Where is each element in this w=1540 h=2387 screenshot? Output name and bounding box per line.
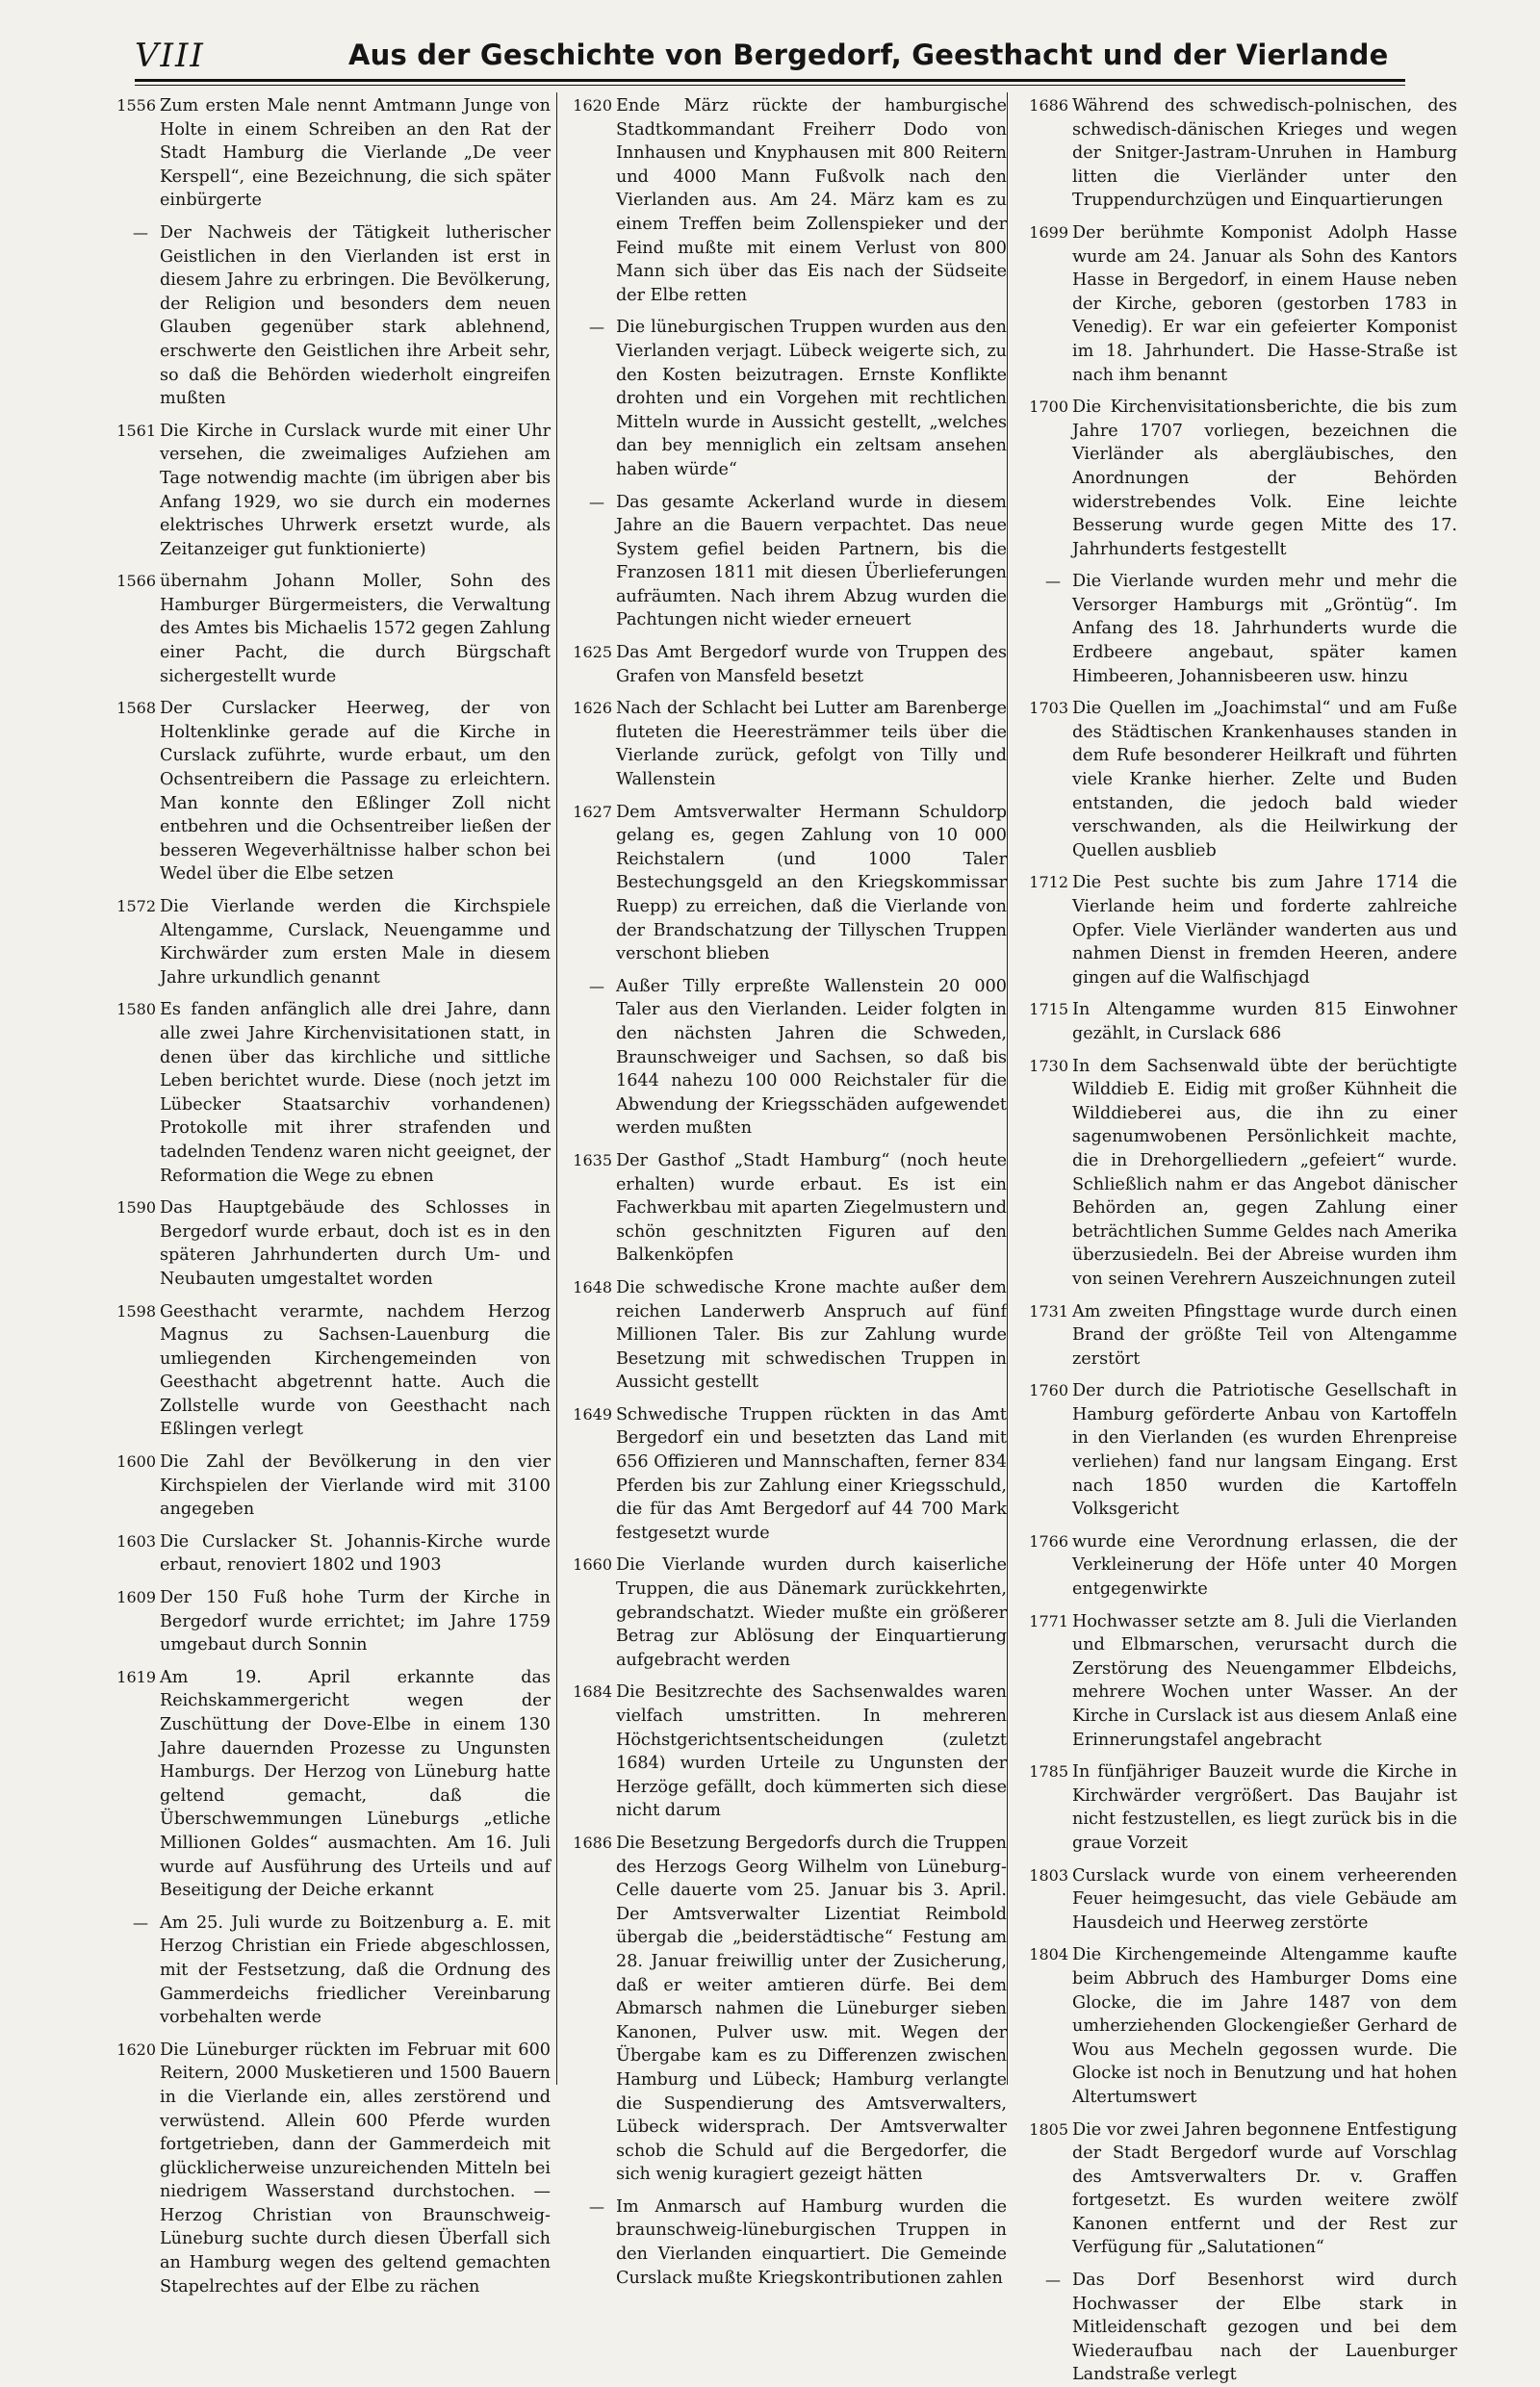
entry-year: 1700	[1029, 398, 1068, 417]
entry-text: Die vor zwei Jahren begonnene Entfestigung der Stadt Bergedorf wurde auf Vorschlag des Amtsverwalters Dr. v. Graffen fortgesetzt. Es wurden weitere zwölf Kanonen entfernt und der Rest zur Verfügung für „Salutationen“	[1072, 2119, 1457, 2258]
entry-text: Am zweiten Pfingsttage wurde durch einen Brand der größte Teil von Altengamme zerstört	[1072, 1301, 1457, 1369]
entry-text: Außer Tilly erpreßte Wallenstein 20 000 Taler aus den Vierlanden. Leider folgten in den nächsten Jahren die Schweden, Braunschweiger und Sachsen, so daß bis 1644 nahezu 100 000 Reichstaler für die Abwendung der Kriegsschäden aufgewendet werden mußten	[616, 976, 1007, 1139]
chronicle-entry	[556, 1832, 1007, 2187]
continuation-dash: —	[133, 1912, 148, 1932]
entry-text: Im Anmarsch auf Hamburg wurden die braunschweig-lüneburgischen Truppen in den Vierlanden einquartiert. Die Gemeinde Curslack mußte Kriegskontributionen zahlen	[616, 2196, 1007, 2288]
entry-text: wurde eine Verordnung erlassen, die der Verkleinerung der Höfe unter 40 Morgen entgegenwirkte	[1072, 1531, 1457, 1600]
chronicle-entry	[556, 1276, 1007, 1395]
entry-year: 1627	[573, 802, 612, 821]
entry-text: Nach der Schlacht bei Lutter am Barenberge fluteten die Heeresträmmer teils über die Vierlande zurück, gefolgt von Tilly und Wallenstein	[616, 699, 1007, 790]
entry-text: Die Kirchenvisitationsberichte, die bis zum Jahre 1707 vorliegen, bezeichnen die Vierländer als abergläubisches, den Anordnungen der Behörden widerstrebendes Volk. Eine leichte Besserung wurde gegen Mitte des 17. Jahrhunderts festgestellt	[1072, 398, 1457, 559]
entry-text: Der Gasthof „Stadt Hamburg“ (noch heute erhalten) wurde erbaut. Es ist ein Fachwerkbau mit aparten Ziegelmustern und schön geschnitzten Figuren auf den Balkenköpfen	[616, 1150, 1007, 1266]
entry-year: 1609	[116, 1588, 156, 1607]
entry-text: Die Zahl der Bevölkerung in den vier Kirchspielen der Vierlande wird mit 3100 angegeben	[160, 1452, 551, 1520]
entry-year: 1625	[573, 643, 612, 662]
entry-text: Der Curslacker Heerweg, der von Holtenklinke gerade auf die Kirche in Curslack zuführte, wurde erbaut, um den Ochsentreibern die Passage zu erleichtern. Man konnte den Eßlinger Zoll nicht entbehren und die Ochsentreiber ließen der besseren Wegeverhältnisse halber schon bei Wedel über die Elbe setzen	[160, 699, 551, 885]
continuation-dash: —	[589, 492, 604, 511]
chronicle-entry	[1013, 1530, 1457, 1602]
continuation-dash: —	[589, 976, 604, 995]
entry-text: Geesthacht verarmte, nachdem Herzog Magnus zu Sachsen-Lauenburg die umliegenden Kirchengemeinden von Geesthacht abgetrennt hatte. Auch die Zollstelle wurde von Geesthacht nach Eßlingen verlegt	[160, 1301, 551, 1440]
entry-text: Zum ersten Male nennt Amtmann Junge von Holte in einem Schreiben an den Rat der Stadt Hamburg die Vierlande „De veer Kerspell“, eine Bezeichnung, die sich später einbürgerte	[160, 96, 551, 211]
chronicle-entry	[1013, 697, 1457, 862]
entry-year: 1619	[116, 1667, 156, 1686]
entry-text: Die Quellen im „Joachimstal“ und am Fuße des Städtischen Krankenhauses standen in dem Rufe besonderer Heilkraft und führten viele Kranke hierher. Zelte und Buden entstanden, die jedoch bald wieder verschwanden, als die Heilwirkung der Quellen ausblieb	[1072, 699, 1457, 860]
entry-year: 1598	[116, 1301, 156, 1321]
entry-text: Dem Amtsverwalter Hermann Schuldorp gelang es, gegen Zahlung von 10 000 Reichstalern (und 1000 Taler Bestechungsgeld an den Kriegskommissar Ruepp) zu erreichen, daß die Vierlande von der Brandschatzung der Tillyschen Truppen verschont blieben	[616, 802, 1007, 964]
entry-year: 1730	[1029, 1056, 1068, 1075]
chronicle-entry	[1013, 2118, 1457, 2261]
entry-text: In Altengamme wurden 815 Einwohner gezählt, in Curslack 686	[1072, 1000, 1457, 1043]
entry-text: Das gesamte Ackerland wurde in diesem Jahre an die Bauern verpachtet. Das neue System gefiel beiden Partnern, bis die Franzosen 1811 mit diesen Überlieferungen aufräumten. Nach ihrem Abzug wurden die Pachtungen nicht wieder erneuert	[616, 492, 1007, 630]
chronicle-entry	[1013, 1760, 1457, 1855]
chronicle-entry	[556, 94, 1007, 307]
entry-text: In dem Sachsenwald übte der berüchtigte Wilddieb E. Eidig mit großer Kühnheit die Wilddieberei aus, die ihn zu einer sagenumwobenen Persönlichkeit machte, die in Drehorgelliedern „gefeiert“ wurde. Schließlich nahm er das Angebot dänischer Behörden an, gegen Zahlung einer beträchtlichen Summe Geldes nach Amerika überzusiedeln. Bei der Abreise wurden ihm von seinen Verehrern Auszeichnungen zuteil	[1072, 1056, 1457, 1289]
entry-year: 1785	[1029, 1762, 1068, 1782]
chronicle-entry	[100, 998, 551, 1188]
entry-year: 1684	[573, 1682, 612, 1702]
entry-year: 1766	[1029, 1531, 1068, 1551]
chronicle-entry	[100, 1196, 551, 1291]
entry-year: 1703	[1029, 699, 1068, 718]
entry-year: 1620	[116, 2040, 156, 2059]
chronicle-entry	[1013, 1943, 1457, 2109]
entry-text: Der durch die Patriotische Gesellschaft in Hamburg geförderte Anbau von Kartoffeln in den Vierlanden (es wurden Ehrenpreise verliehen) fand nur langsam Eingang. Erst nach 1850 wurden die Kartoffeln Volksgericht	[1072, 1381, 1457, 1520]
continuation-dash: —	[133, 222, 148, 242]
entry-text: Die Vierlande wurden mehr und mehr die Versorger Hamburgs mit „Gröntüg“. Im Anfang des 18. Jahrhunderts wurde die Erdbeere angebaut, später kamen Himbeeren, Johannisbeeren usw. hinzu	[1072, 572, 1457, 686]
entry-text: Es fanden anfänglich alle drei Jahre, dann alle zwei Jahre Kirchenvisitationen statt, in denen über das kirchliche und sittliche Leben berichtet wurde. Diese (noch jetzt im Lübecker Staatsarchiv vorhandenen) Protokolle mit ihrer strafenden und tadelnden Tendenz waren nicht geeignet, der Reformation die Wege zu ebnen	[160, 1000, 551, 1186]
header-rule-thin	[135, 85, 1405, 86]
entry-text: Die Kirche in Curslack wurde mit einer Uhr versehen, die zweimaliges Aufziehen am Tage notwendig machte (im übrigen aber bis Anfang 1929, wo sie durch ein modernes elektrisches Uhrwerk ersetzt wurde, als Zeitanzeiger gut funktionierte)	[160, 421, 551, 559]
column-right	[1013, 94, 1457, 2385]
entry-text: Das Amt Bergedorf wurde von Truppen des Grafen von Mansfeld besetzt	[616, 643, 1007, 686]
chronicle-entry	[1013, 998, 1457, 1045]
entry-text: übernahm Johann Moller, Sohn des Hamburger Bürgermeisters, die Verwaltung des Amtes bis Michaelis 1572 gegen Zahlung einer Pacht, die durch Bürgschaft sichergestellt wurde	[160, 572, 551, 686]
continuation-dash: —	[589, 2196, 604, 2216]
continuation-dash: —	[589, 318, 604, 337]
entry-text: Ende März rückte der hamburgische Stadtkommandant Freiherr Dodo von Innhausen und Knyphausen mit 800 Reitern und 4000 Mann Fußvolk nach den Vierlanden aus. Am 24. März kam es zu einem Treffen beim Zollenspieker und der Feind mußte mit einem Verlust von 800 Mann sich über das Eis nach der Südseite der Elbe retten	[616, 96, 1007, 305]
entry-text: Am 19. April erkannte das Reichskammergericht wegen der Zuschüttung der Dove-Elbe in einem 130 Jahre dauernden Prozesse zu Ungunsten Hamburgs. Der Herzog von Lüneburg hatte geltend gemacht, daß die Überschwemmungen Lüneburgs „etliche Millionen Goldes“ ausmachten. Am 16. Juli wurde auf Ausführung des Urteils und auf Beseitigung der Deiche erkannt	[160, 1667, 551, 1901]
entry-year: 1566	[116, 572, 156, 591]
entry-year: 1556	[116, 96, 156, 115]
entry-text: Die schwedische Krone machte außer dem reichen Landerwerb Anspruch auf fünf Millionen Taler. Bis zur Zahlung wurde Besetzung mit schwedischen Truppen in Aussicht gestellt	[616, 1277, 1007, 1393]
chronicle-entry	[1013, 2269, 1457, 2387]
entry-year: 1649	[573, 1404, 612, 1424]
entry-year: 1805	[1029, 2119, 1068, 2139]
entry-text: Die Besetzung Bergedorfs durch die Truppen des Herzogs Georg Wilhelm von Lüneburg-Celle dauerte vom 25. Januar bis 3. April. Der Amtsverwalter Lizentiat Reimbold übergab die „beiderstädtische“ Festung am 28. Januar freiwillig unter der Zusicherung, daß er weiter amtieren dürfe. Bei dem Abmarsch nahmen die Lüneburger sieben Kanonen, Pulver usw. mit. Wegen der Übergabe kam es zu Differenzen zwischen Hamburg und Lübeck; Hamburg verlangte die Suspendierung des Amtsverwalters, Lübeck widersprach. Der Amtsverwalter schob die Schuld auf die Bergedorfer, die sich wenig kuragiert gezeigt hätten	[616, 1833, 1007, 2185]
entry-year: 1600	[116, 1452, 156, 1472]
chronicle-entry	[100, 221, 551, 411]
chronicle-entry	[556, 1403, 1007, 1546]
entry-text: Die lüneburgischen Truppen wurden aus den Vierlanden verjagt. Lübeck weigerte sich, zu den Kosten beizutragen. Ernste Konflikte drohten und ein Vorgehen mit rechtlichen Mitteln wurde in Aussicht gestellt, „welches dan bey menniglich ein zeltsam ansehen haben würde“	[616, 318, 1007, 479]
header-rule	[135, 79, 1405, 82]
continuation-dash: —	[1045, 2271, 1061, 2290]
chronicle-entry	[556, 1553, 1007, 1672]
chronicle-entry	[1013, 1864, 1457, 1936]
page-title: Aus der Geschichte von Bergedorf, Geesthacht und der Vierlande	[348, 38, 1389, 71]
chronicle-entry	[100, 1912, 551, 2030]
entry-year: 1771	[1029, 1611, 1068, 1630]
chronicle-entry	[1013, 221, 1457, 387]
chronicle-entry	[100, 1586, 551, 1657]
entry-year: 1572	[116, 897, 156, 915]
chronicle-entry	[100, 1530, 551, 1578]
chronicle-entry	[100, 895, 551, 989]
page-number: VIII	[135, 37, 205, 75]
chronicle-entry	[1013, 1055, 1457, 1292]
chronicle-entry	[100, 2039, 551, 2299]
entry-year: 1803	[1029, 1865, 1068, 1885]
chronicle-entry	[100, 570, 551, 688]
chronicle-entry	[1013, 94, 1457, 213]
entry-text: In fünfjähriger Bauzeit wurde die Kirche in Kirchwärder vergrößert. Das Baujahr ist nicht festzustellen, es liegt zurück bis in die graue Vorzeit	[1072, 1762, 1457, 1853]
entry-text: Am 25. Juli wurde zu Boitzenburg a. E. mit Herzog Christian ein Friede abgeschlossen, mit der Festsetzung, daß die Ordnung des Gammerdeichs friedlicher Vereinbarung vorbehalten werde	[160, 1912, 551, 2028]
chronicle-entry	[1013, 871, 1457, 989]
entry-year: 1620	[573, 96, 612, 115]
entry-year: 1715	[1029, 1000, 1068, 1019]
entry-year: 1561	[116, 421, 156, 440]
entry-text: Die Vierlande werden die Kirchspiele Altengamme, Curslack, Neuengamme und Kirchwärder zum ersten Male in diesem Jahre urkundlich genannt	[160, 897, 551, 988]
chronicle-entry	[100, 94, 551, 213]
chronicle-entry	[556, 641, 1007, 688]
entry-text: Die Pest suchte bis zum Jahre 1714 die Vierlande heim und forderte zahlreiche Opfer. Viele Vierländer wanderten aus und nahmen Dienst in fremden Heeren, andere gingen auf die Walfischjagd	[1072, 873, 1457, 988]
entry-year: 1699	[1029, 222, 1068, 242]
chronicle-entry	[556, 1681, 1007, 1823]
entry-year: 1580	[116, 1000, 156, 1019]
entry-year: 1626	[573, 699, 612, 718]
entry-year: 1660	[573, 1555, 612, 1575]
entry-year: 1686	[573, 1833, 612, 1852]
entry-text: Curslack wurde von einem verheerenden Feuer heimgesucht, das viele Gebäude am Hausdeich und Heerweg zerstörte	[1072, 1865, 1457, 1933]
chronicle-entry	[556, 2195, 1007, 2290]
entry-year: 1760	[1029, 1381, 1068, 1400]
page-header	[135, 37, 1401, 79]
chronicle-entry	[1013, 1379, 1457, 1522]
chronicle-entry	[1013, 396, 1457, 561]
entry-year: 1731	[1029, 1301, 1068, 1321]
entry-year: 1804	[1029, 1945, 1068, 1964]
entry-text: Der Nachweis der Tätigkeit lutherischer Geistlichen in den Vierlanden ist erst in diesem Jahre zu erbringen. Die Bevölkerung, der Religion und besonders dem neuen Glauben gegenüber stark ablehnend, erschwerte den Geistlichen ihre Arbeit sehr, so daß die Behörden wiederholt eingreifen mußten	[160, 222, 551, 409]
chronicle-entry	[1013, 570, 1457, 688]
entry-year: 1590	[116, 1198, 156, 1218]
chronicle-entry	[556, 697, 1007, 791]
chronicle-entry	[100, 1666, 551, 1903]
chronicle-entry	[556, 801, 1007, 966]
chronicle-entry	[1013, 1610, 1457, 1753]
entry-text: Der 150 Fuß hohe Turm der Kirche in Bergedorf wurde errichtet; im Jahre 1759 umgebaut durch Sonnin	[160, 1588, 551, 1656]
entry-year: 1568	[116, 699, 156, 718]
entry-text: Schwedische Truppen rückten in das Amt Bergedorf ein und besetzten das Land mit 656 Offizieren und Mannschaften, ferner 834 Pferden bis zur Zahlung einer Kriegsschuld, die für das Amt Bergedorf auf 44 700 Mark festgesetzt wurde	[616, 1404, 1007, 1543]
entry-text: Die Besitzrechte des Sachsenwaldes waren vielfach umstritten. In mehreren Höchstgerichtsentscheidungen (zuletzt 1684) wurden Urteile zu Ungunsten der Herzöge gefällt, doch kümmerten sich diese nicht darum	[616, 1682, 1007, 1821]
entry-text: Der berühmte Komponist Adolph Hasse wurde am 24. Januar als Sohn des Kantors Hasse in Bergedorf, in einem Hause neben der Kirche, geboren (gestorben 1783 in Venedig). Er war ein gefeierter Komponist im 18. Jahrhundert. Die Hasse-Straße ist nach ihm benannt	[1072, 222, 1457, 385]
entry-text: Hochwasser setzte am 8. Juli die Vierlanden und Elbmarschen, verursacht durch die Zerstörung des Neuengammer Elbdeichs, mehrere Wochen unter Wasser. An der Kirche in Curslack ist aus diesem Anlaß eine Erinnerungstafel angebracht	[1072, 1611, 1457, 1750]
chronicle-entry	[556, 316, 1007, 481]
chronicle-entry	[100, 697, 551, 886]
entry-year: 1648	[573, 1277, 612, 1296]
chronicle-entry	[100, 1450, 551, 1522]
column-divider	[1007, 92, 1008, 2085]
chronicle-entry	[556, 975, 1007, 1141]
entry-year: 1712	[1029, 873, 1068, 892]
entry-text: Die Curslacker St. Johannis-Kirche wurde erbaut, renoviert 1802 und 1903	[160, 1531, 551, 1576]
entry-text: Die Kirchengemeinde Altengamme kaufte beim Abbruch des Hamburger Doms eine Glocke, die im Jahre 1487 von dem umherziehenden Glockengießer Gerhard de Wou aus Mecheln gegossen wurde. Die Glocke ist noch in Benutzung und hat hohen Altertumswert	[1072, 1945, 1457, 2107]
entry-text: Das Dorf Besenhorst wird durch Hochwasser der Elbe stark in Mitleidenschaft gezogen und bei dem Wiederaufbau nach der Lauenburger Landstraße verlegt	[1072, 2271, 1457, 2385]
chronicle-entry	[556, 1149, 1007, 1268]
entry-year: 1686	[1029, 96, 1068, 115]
entry-text: Während des schwedisch-polnischen, des schwedisch-dänischen Krieges und wegen der Snitger-Jastram-Unruhen in Hamburg litten die Vierländer unter den Truppendurchzügen und Einquartierungen	[1072, 96, 1457, 211]
entry-year: 1635	[573, 1150, 612, 1169]
chronicle-entry	[556, 491, 1007, 633]
entry-text: Die Vierlande wurden durch kaiserliche Truppen, die aus Dänemark zurückkehrten, gebrandschatzt. Wieder mußte ein größerer Betrag zur Ablösung der Einquartierung aufgebracht werden	[616, 1555, 1007, 1670]
continuation-dash: —	[1045, 572, 1061, 591]
entry-text: Das Hauptgebäude des Schlosses in Bergedorf wurde erbaut, doch ist es in den späteren Jahrhunderten durch Um- und Neubauten umgestaltet worden	[160, 1198, 551, 1289]
entry-year: 1603	[116, 1531, 156, 1551]
column-left	[100, 94, 551, 2297]
chronicle-entry	[1013, 1300, 1457, 1372]
entry-text: Die Lüneburger rückten im Februar mit 600 Reitern, 2000 Musketieren und 1500 Bauern in die Vierlande ein, alles zerstörend und verwüstend. Allein 600 Pferde wurden fortgetrieben, dann der Gammerdeich mit glücklicherweise unzureichenden Mitteln bei niedrigem Wasserstand durchstochen. — Herzog Christian von Braunschweig-Lüneburg suchte durch diesen Überfall sich an Hamburg wegen des geltend gemachten Stapelrechtes auf der Elbe zu rächen	[160, 2040, 551, 2297]
chronicle-entry	[100, 1300, 551, 1443]
chronicle-entry	[100, 420, 551, 562]
column-middle	[556, 94, 1007, 2288]
